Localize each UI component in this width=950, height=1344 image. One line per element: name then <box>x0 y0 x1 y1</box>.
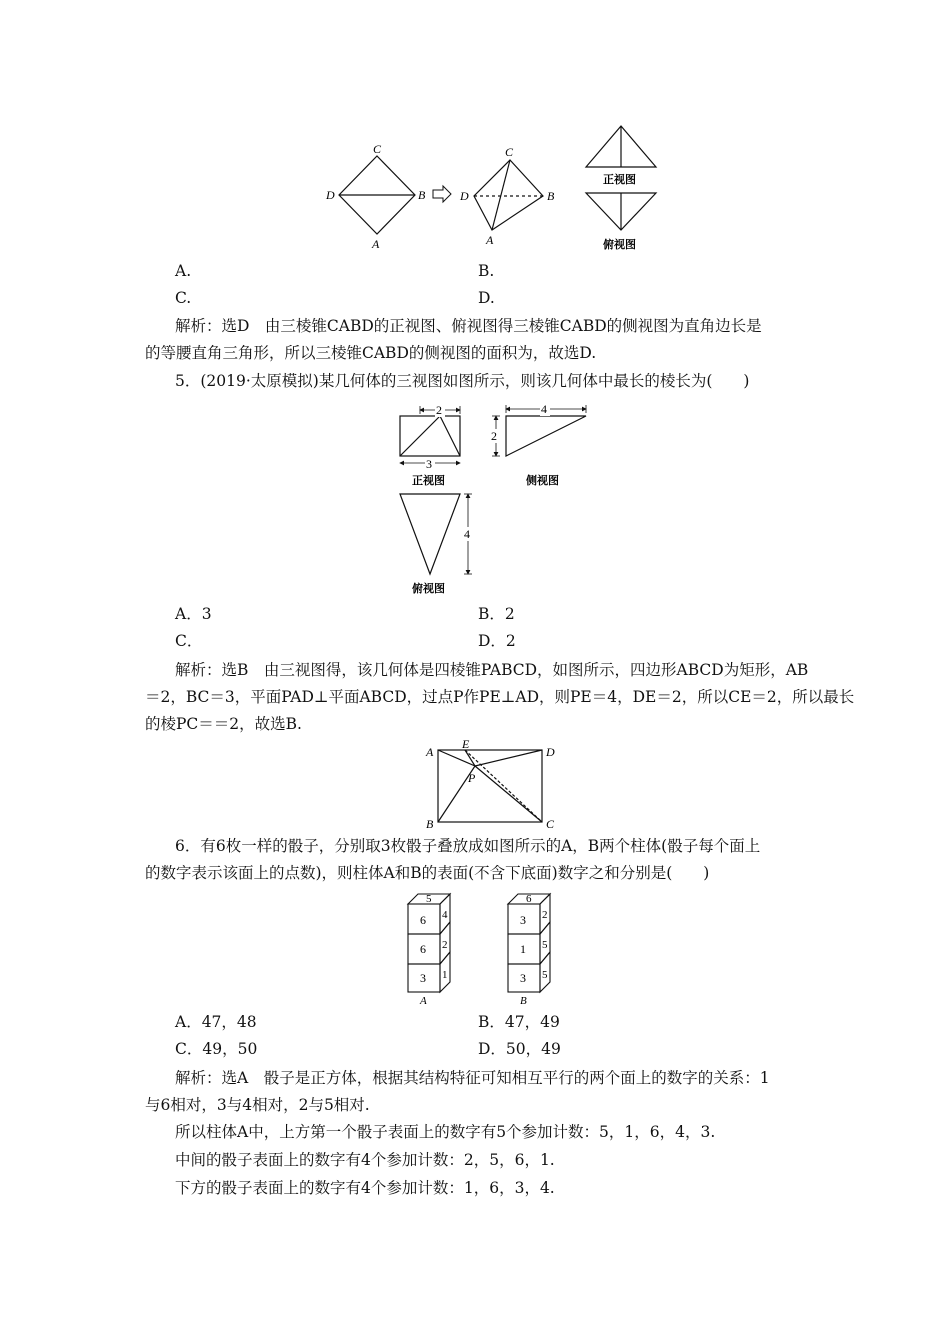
figure-dice <box>400 888 560 1006</box>
q5-option-c: C． <box>175 632 203 650</box>
figure-three-views <box>390 398 600 598</box>
dice-a-side-1: 4 <box>442 909 448 921</box>
front-view-caption: 正视图 <box>603 174 636 186</box>
dice-b-side-2: 5 <box>542 939 548 951</box>
q5-analysis-line2: ＝2，BC＝3，平面PAD⊥平面ABCD，过点P作PE⊥AD，则PE＝4，DE＝2，所以CE＝2，所以最长 <box>145 688 855 706</box>
label-A1: A <box>372 237 380 251</box>
side-view <box>506 416 586 456</box>
q4-analysis-line2: 的等腰直角三角形，所以三棱锥CABD的侧视图的面积为，故选D. <box>145 344 597 362</box>
dice-b-front-2: 1 <box>520 942 526 956</box>
label-D2: D <box>460 189 469 203</box>
dim-side-left: 2 <box>491 429 497 443</box>
q6-analysis-line4: 中间的骰子表面上的数字有4个参加计数：2，5，6，1. <box>175 1151 555 1169</box>
q6-option-a: A．47，48 <box>175 1013 257 1031</box>
q4-analysis-line1: 解析：选D 由三棱锥CABD的正视图、俯视图得三棱锥CABD的侧视图为直角边长是 <box>175 317 762 335</box>
dice-a-front-3: 3 <box>420 971 426 985</box>
q5-analysis-line3: 的棱PC＝＝2，故选B. <box>145 715 302 733</box>
label-A2: A <box>486 233 494 247</box>
dice-b-front-1: 3 <box>520 913 526 927</box>
q5-stem: 5．(2019·太原模拟)某几何体的三视图如图所示，则该几何体中最长的棱长为( ) <box>175 372 750 390</box>
q6-analysis-line2: 与6相对，3与4相对，2与5相对. <box>145 1096 370 1114</box>
label-D1: D <box>326 188 335 202</box>
top-view-triangle <box>586 193 656 230</box>
side-view-caption: 侧视图 <box>526 475 559 487</box>
top-view-caption: 俯视图 <box>412 583 445 595</box>
dim-front-bottom: 3 <box>426 457 432 471</box>
q6-option-b: B．47，49 <box>478 1013 560 1031</box>
q4-option-c: C. <box>175 289 192 307</box>
q6-analysis-line3: 所以柱体A中，上方第一个骰子表面上的数字有5个参加计数：5，1，6，4，3. <box>175 1123 716 1141</box>
label-B2: B <box>547 189 555 203</box>
figure-tetrahedron-views <box>320 120 670 260</box>
dice-b-label: B <box>520 995 527 1006</box>
label-E: E <box>462 740 470 751</box>
q6-stem-line2: 的数字表示该面上的点数)，则柱体A和B的表面(不含下底面)数字之和分别是( ) <box>145 864 710 882</box>
arrow-icon <box>433 186 451 202</box>
label-B1: B <box>418 188 426 202</box>
q6-stem-line1: 6．有6枚一样的骰子，分别取3枚骰子叠放成如图所示的A，B两个柱体(骰子每个面上 <box>175 837 761 855</box>
q6-option-c: C．49，50 <box>175 1040 258 1058</box>
dice-a-top: 5 <box>426 893 432 905</box>
dice-b-side-3: 5 <box>542 969 548 981</box>
label-A: A <box>426 745 434 759</box>
label-D: D <box>546 745 555 759</box>
label-B: B <box>426 817 434 831</box>
tetrahedron <box>474 160 543 230</box>
label-C1: C <box>373 142 382 156</box>
dice-b-side-1: 2 <box>542 909 548 921</box>
diamond-net <box>339 156 415 234</box>
q6-analysis-line5: 下方的骰子表面上的数字有4个参加计数：1，6，3，4. <box>175 1179 555 1197</box>
q5-option-b: B．2 <box>478 605 515 623</box>
dice-a-side-3: 1 <box>442 969 448 981</box>
q4-option-a: A. <box>175 262 192 280</box>
dim-side-top: 4 <box>541 402 547 416</box>
dim-front-top: 2 <box>436 403 442 417</box>
dice-a-front-2: 6 <box>420 942 426 956</box>
front-view-caption: 正视图 <box>412 475 445 487</box>
q5-option-a: A．3 <box>175 605 212 623</box>
dim-top-right: 4 <box>464 527 470 541</box>
top-view-caption: 俯视图 <box>603 239 636 251</box>
figure-pyramid <box>420 740 570 832</box>
label-C: C <box>546 817 555 831</box>
dice-a-label: A <box>420 995 427 1006</box>
q6-analysis-line1: 解析：选A 骰子是正方体，根据其结构特征可知相互平行的两个面上的数字的关系：1 <box>175 1069 770 1087</box>
q5-option-d: D．2 <box>478 632 516 650</box>
dice-a-side-2: 2 <box>442 939 448 951</box>
q5-analysis-line1: 解析：选B 由三视图得，该几何体是四棱锥PABCD，如图所示，四边形ABCD为矩形，AB <box>175 661 809 679</box>
label-P: P <box>468 771 476 785</box>
dice-b-top: 6 <box>526 893 532 905</box>
front-view <box>400 416 460 456</box>
q4-option-b: B. <box>478 262 495 280</box>
label-C2: C <box>505 145 514 159</box>
q6-option-d: D．50，49 <box>478 1040 561 1058</box>
dice-a-front-1: 6 <box>420 913 426 927</box>
front-view-triangle <box>586 126 656 167</box>
q4-option-d: D. <box>478 289 495 307</box>
dice-b-front-3: 3 <box>520 971 526 985</box>
top-view <box>400 494 460 574</box>
